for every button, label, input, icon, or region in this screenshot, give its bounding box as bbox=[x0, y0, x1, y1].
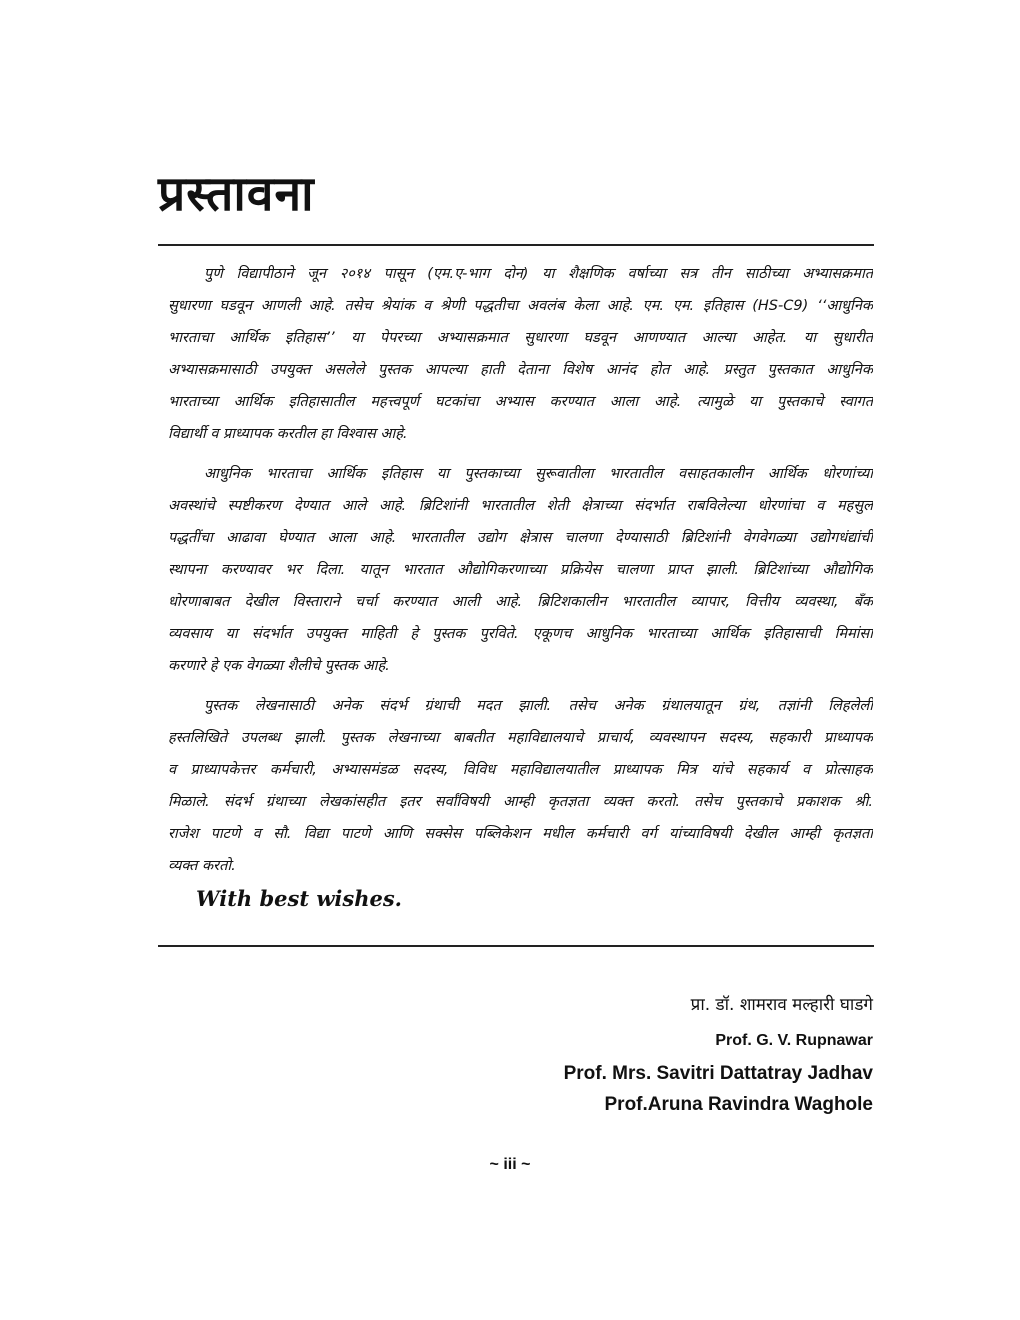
text-line: विद्यार्थी व प्राध्यापक करतील हा विश्वास आहे. bbox=[168, 426, 408, 442]
text-line: धोरणाबाबत देखील विस्ताराने चर्चा करण्यात आली आहे. ब्रिटिशकालीन भारतातील व्यापार, वित्तीय व्यवस्था, बँक bbox=[168, 594, 873, 610]
text-line: व प्राध्यापकेत्तर कर्मचारी, अभ्यासमंडळ सदस्य, विविध महाविद्यालयातील प्राध्यापक मित्र यांचे सहकार्य व प्रोत्साहक bbox=[168, 762, 873, 778]
text-line: सुधारणा घडवून आणली आहे. तसेच श्रेयांक व श्रेणी पद्धतीचा अवलंब केला आहे. एम. एम. इतिहास (HS-C9) ‘‘आधुनिक bbox=[168, 298, 873, 314]
text-line: अवस्थांचे स्पष्टीकरण देण्यात आले आहे. ब्रिटिशांनी भारतातील शेती क्षेत्राच्या संदर्भात राबविलेल्या धोरणांचा व महसुल bbox=[168, 498, 873, 514]
text-line: अभ्यासक्रमासाठी उपयुक्त असलेले पुस्तक आपल्या हाती देताना विशेष आनंद होत आहे. प्रस्तुत पुस्तकात आधुनिक bbox=[168, 362, 873, 378]
text-line: पद्धतींचा आढावा घेण्यात आला आहे. भारतातील उद्योग क्षेत्रास चालणा देण्यासाठी ब्रिटिशांनी वेगवेगळ्या उद्योगधंद्यांची bbox=[168, 530, 873, 546]
text-line: भारताचा आर्थिक इतिहास’’ या पेपरच्या अभ्यासक्रमात सुधारणा घडवून आणण्यात आल्या आहेत. या सुधारीत bbox=[168, 330, 873, 346]
text-line: व्यवसाय या संदर्भात उपयुक्त माहिती हे पुस्तक पुरविते. एकूणच आधुनिक भारताच्या आर्थिक इतिहासाची मिमांसा bbox=[168, 626, 873, 642]
text-line: आधुनिक भारताचा आर्थिक इतिहास या पुस्तकाच्या सुरूवातीला भारतातील वसाहतकालीन आर्थिक धोरणांच्या bbox=[204, 466, 873, 482]
signatory-4: Prof.Aruna Ravindra Waghole bbox=[604, 1094, 873, 1115]
page-title: प्रस्तावना bbox=[158, 166, 315, 222]
bottom-divider bbox=[158, 945, 874, 947]
text-line: पुणे विद्यापीठाने जून २०१४ पासून (एम.ए-भाग दोन) या शैक्षणिक वर्षाच्या सत्र तीन साठीच्या अभ्यासक्रमात bbox=[204, 266, 873, 282]
signatory-1: प्रा. डॉ. शामराव मल्हारी घाडगे bbox=[690, 995, 873, 1015]
text-line: करणारे हे एक वेगळ्या शैलीचे पुस्तक आहे. bbox=[168, 658, 390, 674]
text-line: स्थापना करण्यावर भर दिला. यातून भारतात औद्योगिकरणाच्या प्रक्रियेस चालणा प्राप्त झाली. ब्रिटिशांच्या औद्योगिक bbox=[168, 562, 873, 578]
closing-wishes: With best wishes. bbox=[196, 886, 402, 911]
signatory-3: Prof. Mrs. Savitri Dattatray Jadhav bbox=[563, 1063, 873, 1084]
paragraph bbox=[168, 458, 873, 682]
text-line: मिळाले. संदर्भ ग्रंथाच्या लेखकांसहीत इतर सर्वांविषयी आम्ही कृतज्ञता व्यक्त करतो. तसेच पुस्तकाचे प्रकाशक श्री. bbox=[168, 794, 873, 810]
page-number: ~ iii ~ bbox=[489, 1156, 531, 1173]
paragraph bbox=[168, 258, 873, 450]
text-line: भारताच्या आर्थिक इतिहासातील महत्त्वपूर्ण घटकांचा अभ्यास करण्यात आला आहे. त्यामुळे या पुस्तकाचे स्वागत bbox=[168, 394, 873, 410]
text-line: हस्तलिखिते उपलब्ध झाली. पुस्तक लेखनाच्या बाबतीत महाविद्यालयाचे प्राचार्य, व्यवस्थापन सदस्य, सहकारी प्राध्यापक bbox=[168, 730, 873, 746]
preface-body bbox=[168, 258, 873, 890]
text-line: राजेश पाटणे व सौ. विद्या पाटणे आणि सक्सेस पब्लिकेशन मधील कर्मचारी वर्ग यांच्याविषयी देखील आम्ही कृतज्ञता bbox=[168, 826, 873, 842]
paragraph bbox=[168, 690, 873, 882]
top-divider bbox=[158, 244, 874, 246]
text-line: व्यक्त करतो. bbox=[168, 858, 236, 874]
text-line: पुस्तक लेखनासाठी अनेक संदर्भ ग्रंथाची मदत झाली. तसेच अनेक ग्रंथालयातून ग्रंथ, तज्ञांनी लिहलेली bbox=[204, 698, 873, 714]
signatory-2: Prof. G. V. Rupnawar bbox=[715, 1032, 873, 1049]
